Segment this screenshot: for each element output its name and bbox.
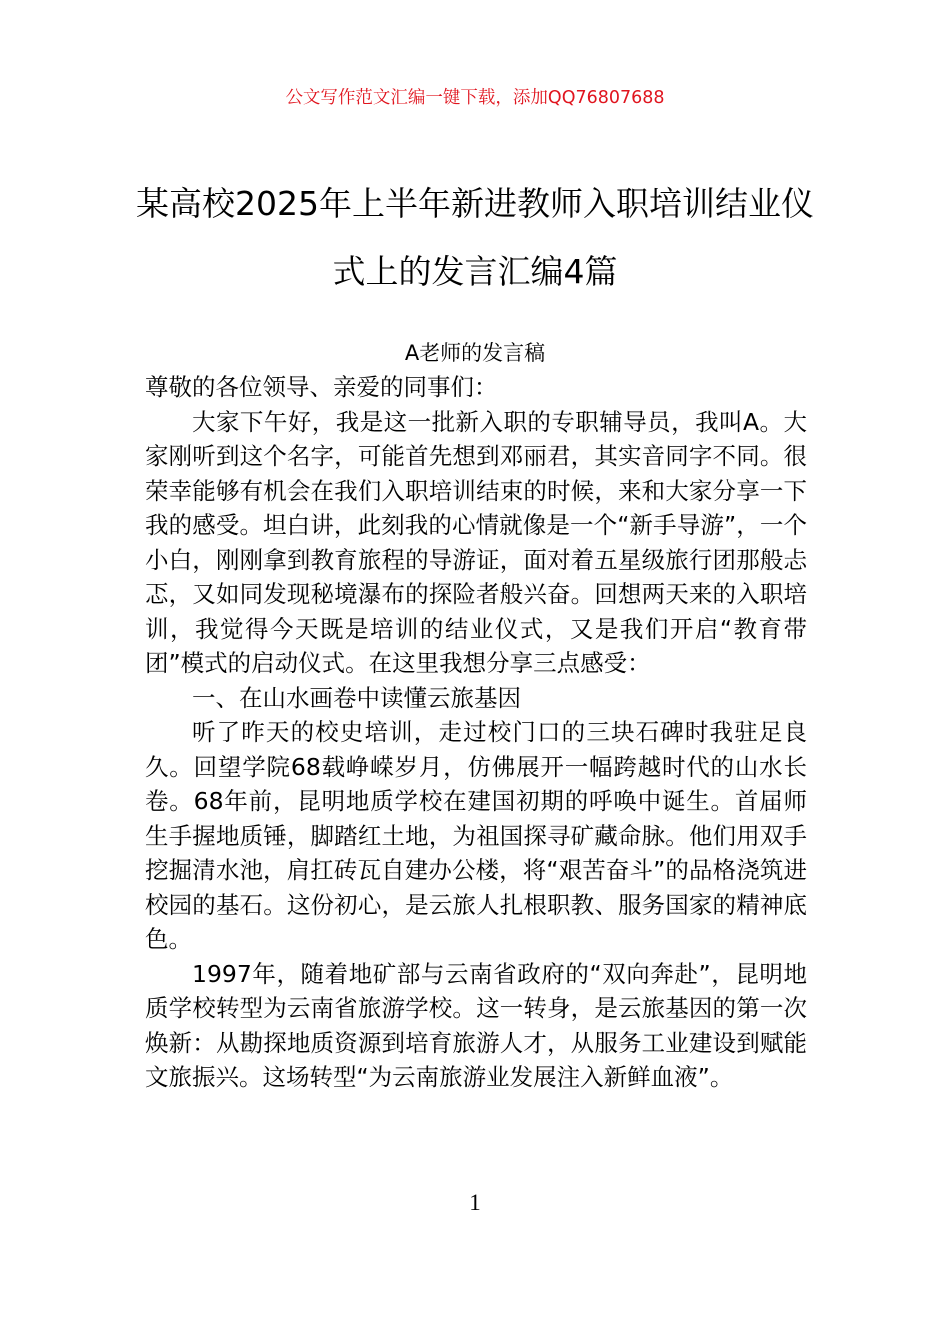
document-title: 某高校2025年上半年新进教师入职培训结业仪式上的发言汇编4篇 — [136, 184, 814, 291]
paragraph-history: 听了昨天的校史培训，走过校门口的三块石碑时我驻足良久。回望学院68载峥嵘岁月，仿佛展开一幅跨越时代的山水长卷。68年前，昆明地质学校在建国初期的呼唤中诞生。首届师生手握地质锤，脚踏红土地，为祖国探寻矿藏命脉。他们用双手挖掘清水池，肩扛砖瓦自建办公楼，将“艰苦奋斗”的品格浇筑进校园的基石。这份初心，是云旅人扎根职教、服务国家的精神底色。 — [145, 718, 807, 953]
section-heading-1: 一、在山水画卷中读懂云旅基因 — [192, 683, 521, 712]
salutation: 尊敬的各位领导、亲爱的同事们： — [145, 373, 498, 401]
watermark-banner: 公文写作范文汇编一键下载，添加QQ76807688 — [285, 88, 665, 108]
page-number: 1 — [469, 1190, 481, 1215]
paragraph-intro: 大家下午好，我是这一批新入职的专职辅导员，我叫A。大家刚听到这个名字，可能首先想到邓丽君，其实音同字不同。很荣幸能够有机会在我们入职培训结束的时候，来和大家分享一下我的感受。坦白讲，此刻我的心情就像是一个“新手导游”，一个小白，刚刚拿到教育旅程的导游证，面对着五星级旅行团那般忐忑，又如同发现秘境瀑布的探险者般兴奋。回想两天来的入职培训，我觉得今天既是培训的结业仪式，又是我们开启“教育带团”模式的启动仪式。在这里我想分享三点感受： — [145, 407, 807, 677]
document-body — [145, 370, 807, 1095]
paragraph-transformation: 1997年，随着地矿部与云南省政府的“双向奔赴”，昆明地质学校转型为云南省旅游学校。这一转身，是云旅基因的第一次焕新：从勘探地质资源到培育旅游人才，从服务工业建设到赋能文旅振兴。这场转型“为云南旅游业发展注入新鲜血液”。 — [145, 959, 807, 1091]
section-subtitle: A老师的发言稿 — [404, 341, 546, 365]
